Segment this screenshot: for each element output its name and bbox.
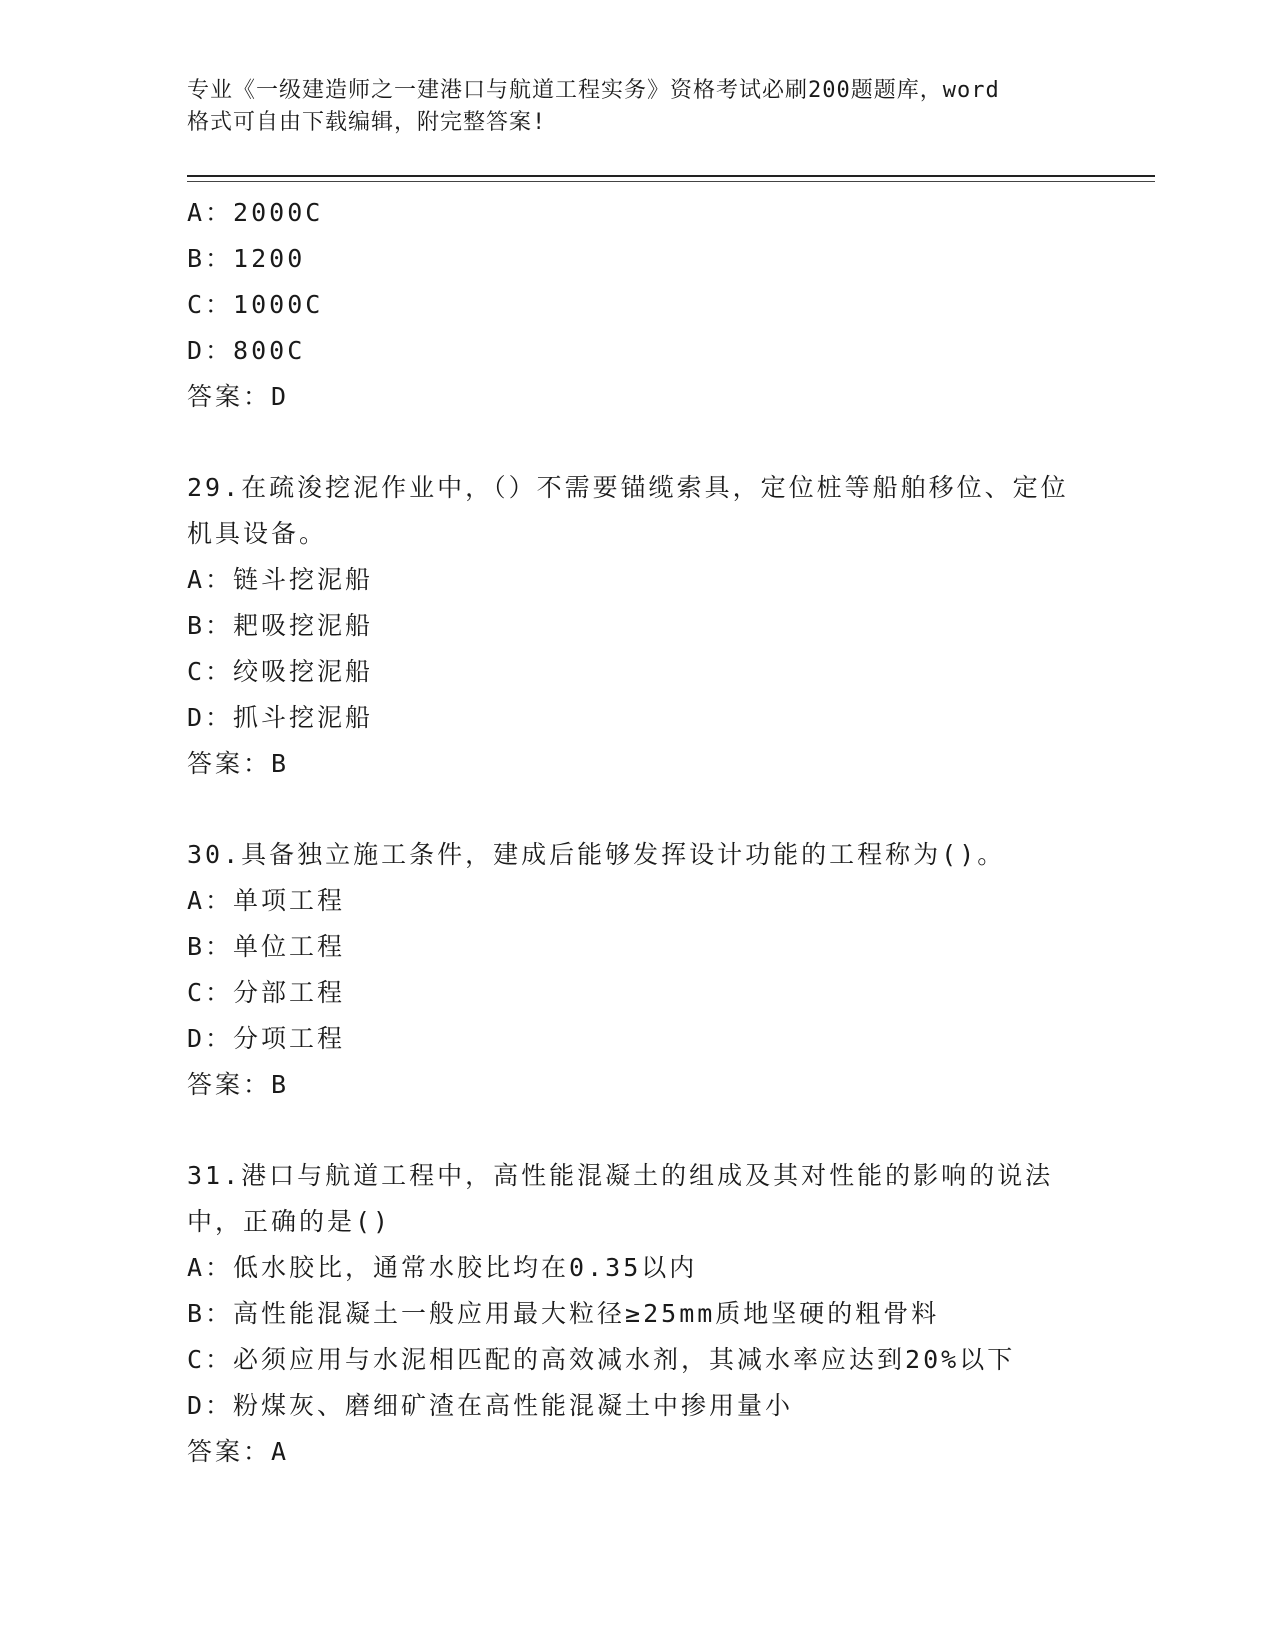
option-c: C：1000C	[187, 290, 324, 319]
option-a: A：低水胶比，通常水胶比均在0.35以内	[187, 1253, 698, 1282]
option-d: D：抓斗挖泥船	[187, 703, 374, 732]
spacer	[187, 420, 1147, 465]
option-a: A：2000C	[187, 198, 324, 227]
option-a: A：链斗挖泥船	[187, 565, 374, 594]
question-31	[187, 1153, 1147, 1475]
option-b: B：单位工程	[187, 932, 346, 961]
answer: 答案：B	[187, 749, 290, 778]
question-28	[187, 190, 1147, 420]
question-stem: 29.在疏浚挖泥作业中，（）不需要锚缆索具，定位桩等船舶移位、定位机具设备。	[187, 473, 1069, 548]
header-divider-thin	[187, 181, 1155, 182]
question-list	[187, 190, 1147, 1475]
document-header	[187, 75, 1087, 139]
option-b: B：1200	[187, 244, 306, 273]
question-29	[187, 465, 1147, 787]
option-d: D：分项工程	[187, 1024, 346, 1053]
option-c: C：分部工程	[187, 978, 346, 1007]
header-line-1: 专业《一级建造师之一建港口与航道工程实务》资格考试必刷200题题库，word	[187, 78, 1000, 103]
option-d: D：粉煤灰、磨细矿渣在高性能混凝土中掺用量小	[187, 1391, 794, 1420]
question-stem: 30.具备独立施工条件，建成后能够发挥设计功能的工程称为()。	[187, 840, 1006, 869]
option-c: C：绞吸挖泥船	[187, 657, 374, 686]
answer: 答案：B	[187, 1070, 290, 1099]
header-divider-thick	[187, 175, 1155, 177]
option-d: D：800C	[187, 336, 306, 365]
option-a: A：单项工程	[187, 886, 346, 915]
question-30	[187, 832, 1147, 1108]
spacer	[187, 787, 1147, 832]
option-b: B：高性能混凝土一般应用最大粒径≥25mm质地坚硬的粗骨料	[187, 1299, 940, 1328]
answer: 答案：A	[187, 1437, 290, 1466]
spacer	[187, 1108, 1147, 1153]
answer: 答案：D	[187, 382, 290, 411]
option-b: B：耙吸挖泥船	[187, 611, 374, 640]
question-stem: 31.港口与航道工程中，高性能混凝土的组成及其对性能的影响的说法中，正确的是()	[187, 1161, 1054, 1236]
option-c: C：必须应用与水泥相匹配的高效减水剂，其减水率应达到20%以下	[187, 1345, 1016, 1374]
header-line-2: 格式可自由下载编辑，附完整答案!	[187, 110, 547, 135]
